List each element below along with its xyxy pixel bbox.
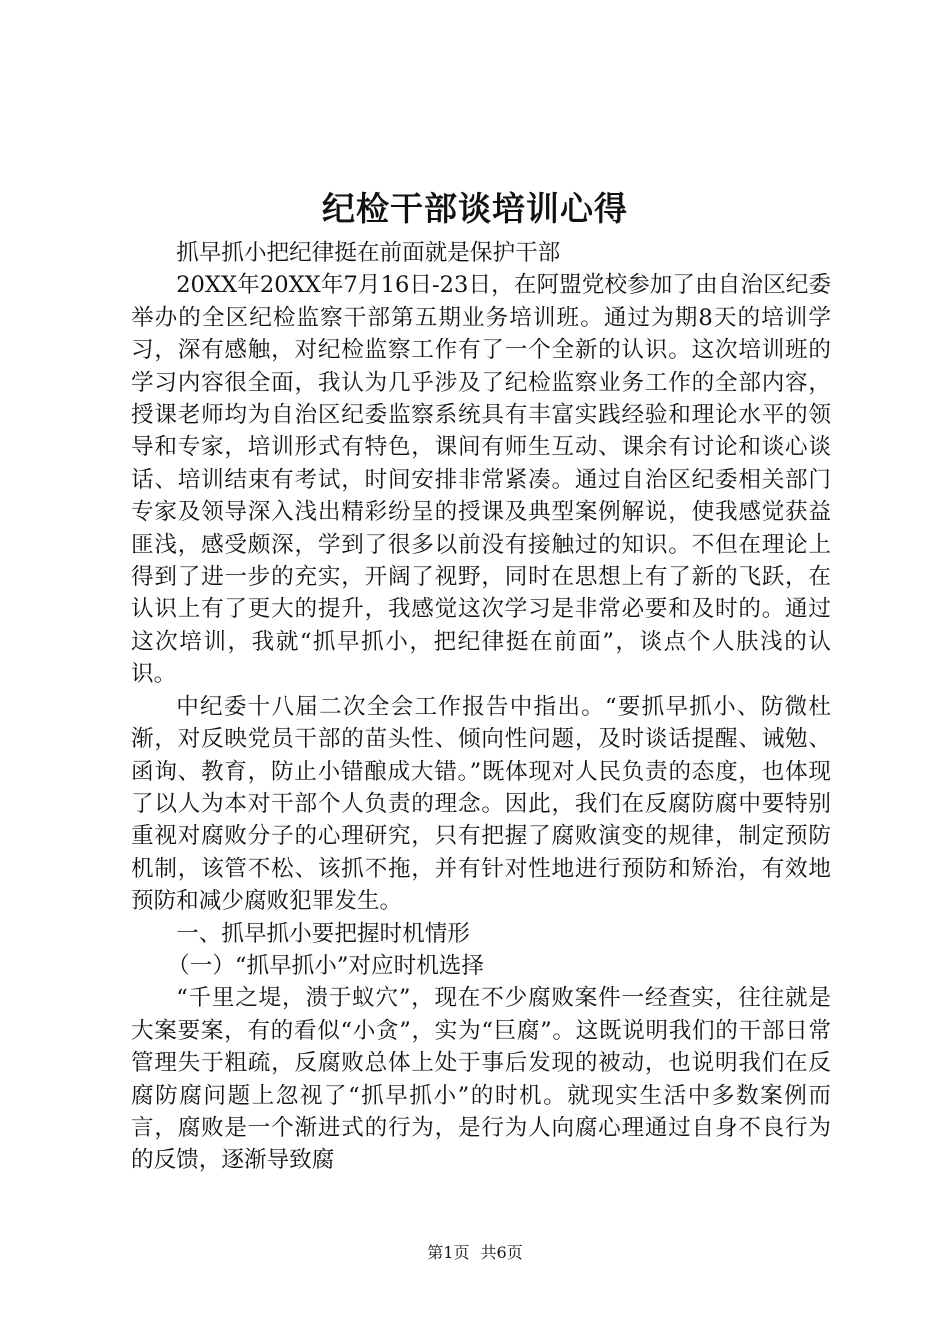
body-paragraph: “千里之堤，溃于蚁穴”，现在不少腐败案件一经查实，往往就是大案要案，有的看似“小贪”，实为“巨腐”。这既说明我们的干部日常管理失于粗疏，反腐败总体上处于事后发现的被动，也说明我们在反腐防腐问题上忽视了“抓早抓小”的时机。就现实生活中多数案例而言，腐败是一个渐进式的行为，是行为人向腐心理通过自身不良行为的反馈，逐渐导致腐	[131, 985, 831, 1174]
document-body	[131, 237, 831, 1177]
subsection-heading: （一）“抓早抓小”对应时机选择	[167, 952, 484, 979]
subtitle-paragraph: 抓早抓小把纪律挺在前面就是保护干部	[176, 240, 561, 266]
body-paragraph: 20XX年20XX年7月16日-23日，在阿盟党校参加了由自治区纪委举办的全区纪检监察干部第五期业务培训班。通过为期8天的培训学习，深有感触，对纪检监察工作有了一个全新的认识。这次培训班的学习内容很全面，我认为几乎涉及了纪检监察业务工作的全部内容，授课老师均为自治区纪委监察系统具有丰富实践经验和理论水平的领导和专家，培训形式有特色，课间有师生互动、课余有讨论和谈心谈话、培训结束有考试，时间安排非常紧凑。通过自治区纪委相关部门专家及领导深入浅出精彩纷呈的授课及典型案例解说，使我感觉获益匪浅，感受颇深，学到了很多以前没有接触过的知识。不但在理论上得到了进一步的充实，开阔了视野，同时在思想上有了新的飞跃，在认识上有了更大的提升，我感觉这次学习是非常必要和及时的。通过这次培训，我就“抓早抓小，把纪律挺在前面”，谈点个人肤浅的认识。	[131, 272, 831, 688]
page-footer	[0, 1241, 950, 1265]
body-paragraph: 中纪委十八届二次全会工作报告中指出。“要抓早抓小、防微杜渐，对反映党员干部的苗头性、倾向性问题，及时谈话提醒、诫勉、函询、教育，防止小错酿成大错。”既体现对人民负责的态度，也体现了以人为本对干部个人负责的理念。因此，我们在反腐防腐中要特别重视对腐败分子的心理研究，只有把握了腐败演变的规律，制定预防机制，该管不松、该抓不拖，并有针对性地进行预防和矫治，有效地预防和减少腐败犯罪发生。	[131, 693, 831, 915]
page-total: 共6页	[480, 1243, 523, 1262]
section-heading: 一、抓早抓小要把握时机情形	[176, 920, 470, 947]
page-number: 第1页	[427, 1243, 470, 1262]
document-title: 纪检干部谈培训心得	[322, 189, 628, 228]
